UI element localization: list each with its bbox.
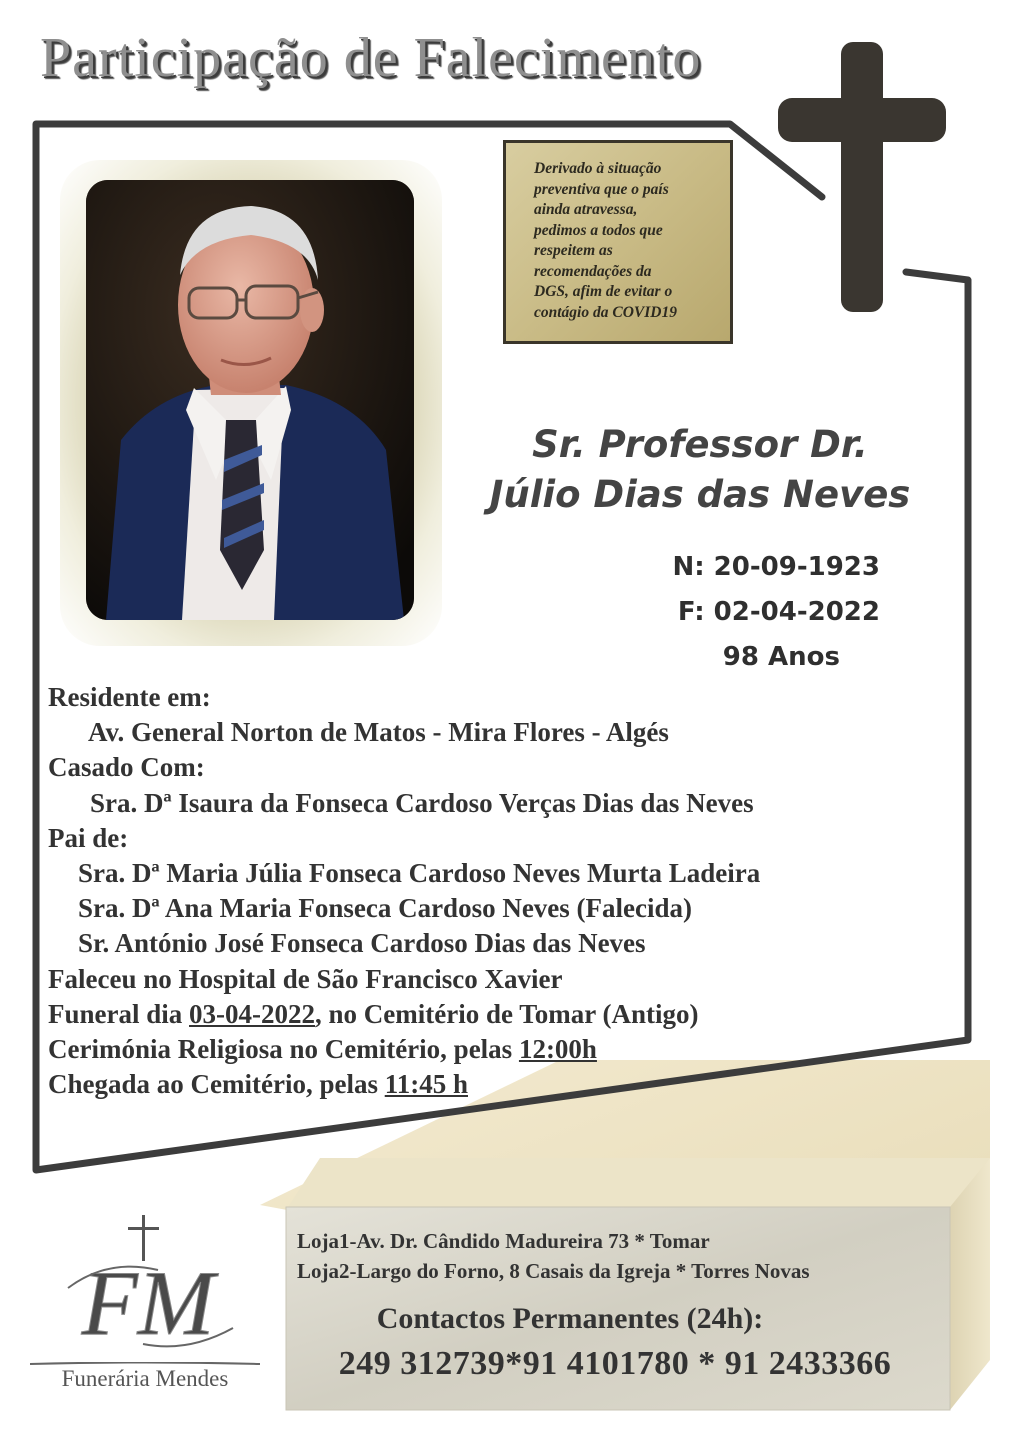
store-addresses	[297, 1226, 957, 1286]
contacts-label: Contactos Permanentes (24h):	[376, 1302, 764, 1335]
child-item: Sr. António José Fonseca Cardoso Dias das Neves	[78, 928, 646, 959]
ceremony-line	[48, 1032, 928, 1067]
married-label: Casado Com:	[48, 752, 205, 783]
arrival-time: 11:45 h	[384, 1069, 468, 1100]
monogram-text: FM	[81, 1252, 215, 1354]
ceremony-prefix: Cerimónia Religiosa no Cemitério, pelas	[48, 1034, 519, 1065]
birth-date: N: 20-09-1923	[672, 552, 880, 582]
child-item: Sra. Dª Maria Júlia Fonseca Cardoso Neves Murta Ladeira	[78, 858, 761, 889]
married-value: Sra. Dª Isaura da Fonseca Cardoso Verças Dias das Neves	[90, 787, 754, 818]
funeral-prefix: Funeral dia	[48, 998, 190, 1029]
arrival-line	[48, 1067, 928, 1102]
resident-value: Av. General Norton de Matos - Mira Flores - Algés	[88, 717, 669, 748]
resident-label: Residente em:	[48, 682, 211, 712]
age: 98 Anos	[722, 642, 840, 672]
funeral-home-name: Funerária Mendes	[61, 1366, 229, 1391]
notice-line: ainda atravessa,	[534, 201, 638, 218]
father-label: Pai de:	[48, 822, 129, 853]
phone-numbers: 249 312739*91 4101780 * 91 2433366	[338, 1345, 892, 1382]
notice-line: DGS, afim de evitar o	[534, 283, 673, 300]
portrait-photo	[86, 180, 414, 620]
child-item: Sra. Dª Ana Maria Fonseca Cardoso Neves (Falecida)	[78, 893, 693, 924]
deceased-name-line: Júlio Dias das Neves	[489, 473, 911, 516]
funeral-date: 03-04-2022	[189, 998, 315, 1029]
ceremony-time: 12:00h	[518, 1034, 597, 1065]
deceased-name	[470, 420, 930, 520]
funeral-suffix: , no Cemitério de Tomar (Antigo)	[315, 998, 699, 1029]
funeral-line	[48, 997, 928, 1032]
plaque-top	[288, 1158, 990, 1207]
arrival-prefix: Chegada ao Cemitério, pelas	[48, 1069, 385, 1100]
store-1: Loja1-Av. Dr. Cândido Madureira 73 * Tomar	[297, 1229, 710, 1253]
notice-line: contágio da COVID19	[534, 303, 677, 321]
notice-line: Derivado à situação	[534, 160, 662, 177]
death-date: F: 02-04-2022	[677, 597, 880, 627]
life-dates	[640, 545, 880, 680]
notice-line: pedimos a todos que	[534, 221, 663, 239]
died-at: Faleceu no Hospital de São Francisco Xavier	[48, 963, 563, 994]
portrait-illustration	[86, 180, 414, 620]
notice-line: respeitem as	[534, 242, 613, 259]
notice-line: recomendações da	[534, 262, 652, 280]
deceased-title-line: Sr. Professor Dr.	[532, 423, 868, 466]
covid-notice	[503, 140, 733, 344]
store-2: Loja2-Largo do Forno, 8 Casais da Igreja * Torres Novas	[297, 1259, 810, 1283]
page-title: Participação de Falecimento	[40, 27, 702, 89]
notice-line: preventiva que o país	[534, 180, 669, 198]
monogram-logo	[48, 1248, 248, 1358]
funeral-details	[48, 680, 928, 1102]
